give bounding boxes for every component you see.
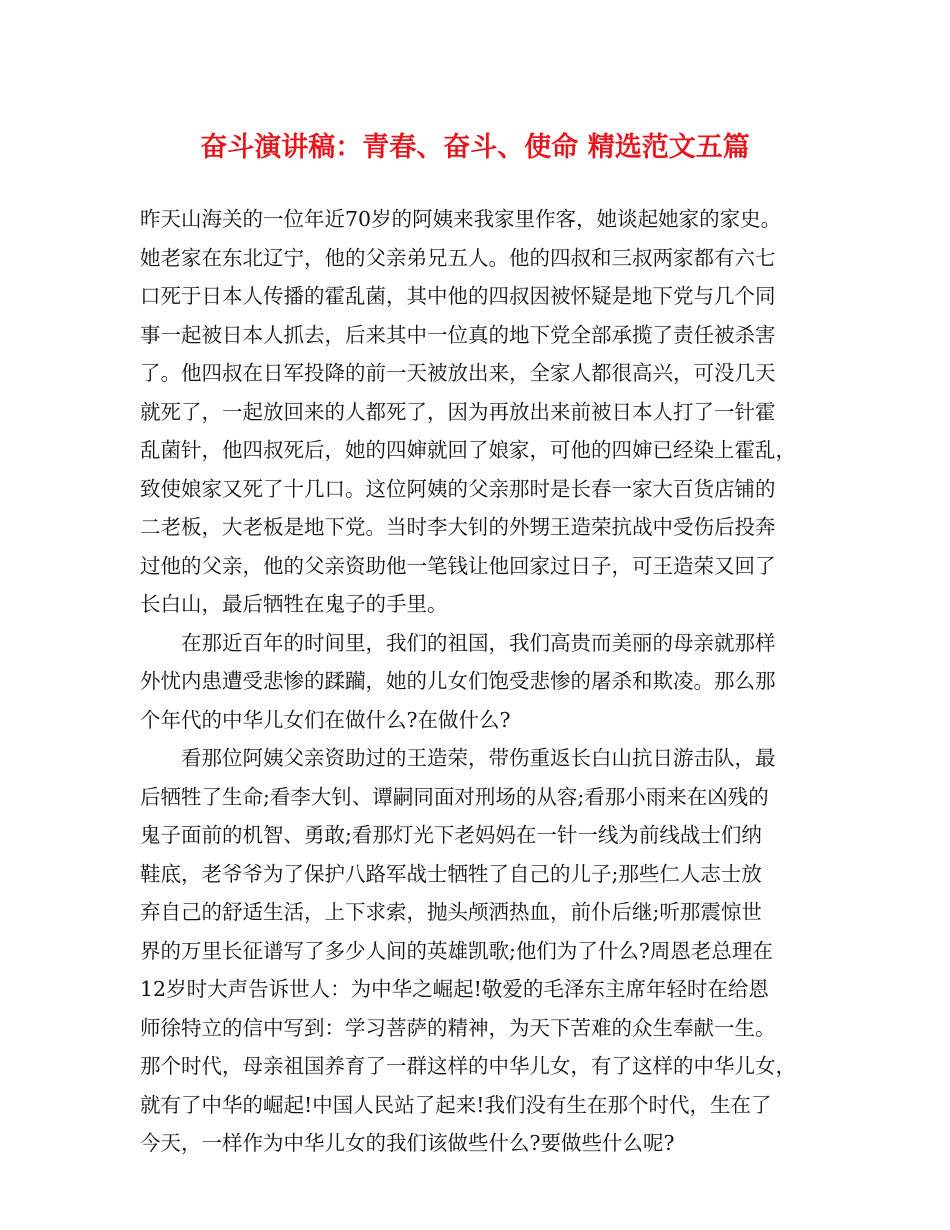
text-line: 弃自己的舒适生活，上下求索，抛头颅洒热血，前仆后继;听那震惊世 [140,900,762,924]
text-line: 鞋底，老爷爷为了保护八路军战士牺牲了自己的儿子;那些仁人志士放 [140,861,762,886]
text-line: 12岁时大声告诉世人：为中华之崛起!敬爱的毛泽东主席年轻时在给恩 [140,977,769,1001]
text-line: 了。他四叔在日军投降的前一天被放出来，全家人都很高兴，可没几天 [140,361,776,385]
text-line: 二老板，大老板是地下党。当时李大钊的外甥王造荣抗战中受伤后投奔 [140,515,776,539]
text-line: 事一起被日本人抓去，后来其中一位真的地下党全部承揽了责任被杀害 [140,322,776,347]
text-line: 今天，一样作为中华儿女的我们该做些什么?要做些什么呢? [140,1131,675,1155]
paragraph-1 [140,200,830,624]
text-line: 个年代的中华儿女们在做什么?在做什么? [140,707,511,732]
text-line: 鬼子面前的机智、勇敢;看那灯光下老妈妈在一针一线为前线战士们纳 [140,823,762,847]
text-line: 过他的父亲，他的父亲资助他一笔钱让他回家过日子，可王造荣又回了 [140,553,776,578]
text-line: 在那近百年的时间里，我们的祖国，我们高贵而美丽的母亲就那样 [181,630,776,655]
text-line: 长白山，最后牺牲在鬼子的手里。 [140,592,448,616]
text-line: 看那位阿姨父亲资助过的王造荣，带伤重返长白山抗日游击队，最 [181,746,776,770]
paragraph-2 [140,624,830,740]
text-line: 那个时代，母亲祖国养育了一群这样的中华儿女，有了这样的中华儿女， [140,1054,796,1078]
text-line: 致使娘家又死了十几口。这位阿姨的父亲那时是长春一家大百货店铺的 [140,476,776,501]
page-title: 奋斗演讲稿：青春、奋斗、使命 精选范文五篇 [200,132,750,163]
text-line: 昨天山海关的一位年近70岁的阿姨来我家里作客，她谈起她家的家史。 [140,207,782,231]
text-line: 她老家在东北辽宁，他的父亲弟兄五人。他的四叔和三叔两家都有六七 [140,245,776,270]
text-line: 就死了，一起放回来的人都死了，因为再放出来前被日本人打了一针霍 [140,399,776,424]
text-line: 后牺牲了生命;看李大钊、谭嗣同面对刑场的从容;看那小雨来在凶残的 [140,784,769,809]
document-body [140,200,830,1163]
text-line: 乱菌针，他四叔死后，她的四婶就回了娘家，可他的四婶已经染上霍乱， [140,438,796,462]
text-line: 师徐特立的信中写到：学习菩萨的精神，为天下苦难的众生奉献一生。 [140,1015,776,1040]
text-line: 外忧内患遭受悲惨的蹂躏，她的儿女们饱受悲惨的屠杀和欺凌。那么那 [140,669,776,693]
text-line: 界的万里长征谱写了多少人间的英雄凯歌;他们为了什么?周恩老总理在 [140,938,773,963]
paragraph-3 [140,739,830,1163]
text-line: 就有了中华的崛起!中国人民站了起来!我们没有生在那个时代，生在了 [140,1092,772,1117]
text-line: 口死于日本人传播的霍乱菌，其中他的四叔因被怀疑是地下党与几个同 [140,284,776,308]
